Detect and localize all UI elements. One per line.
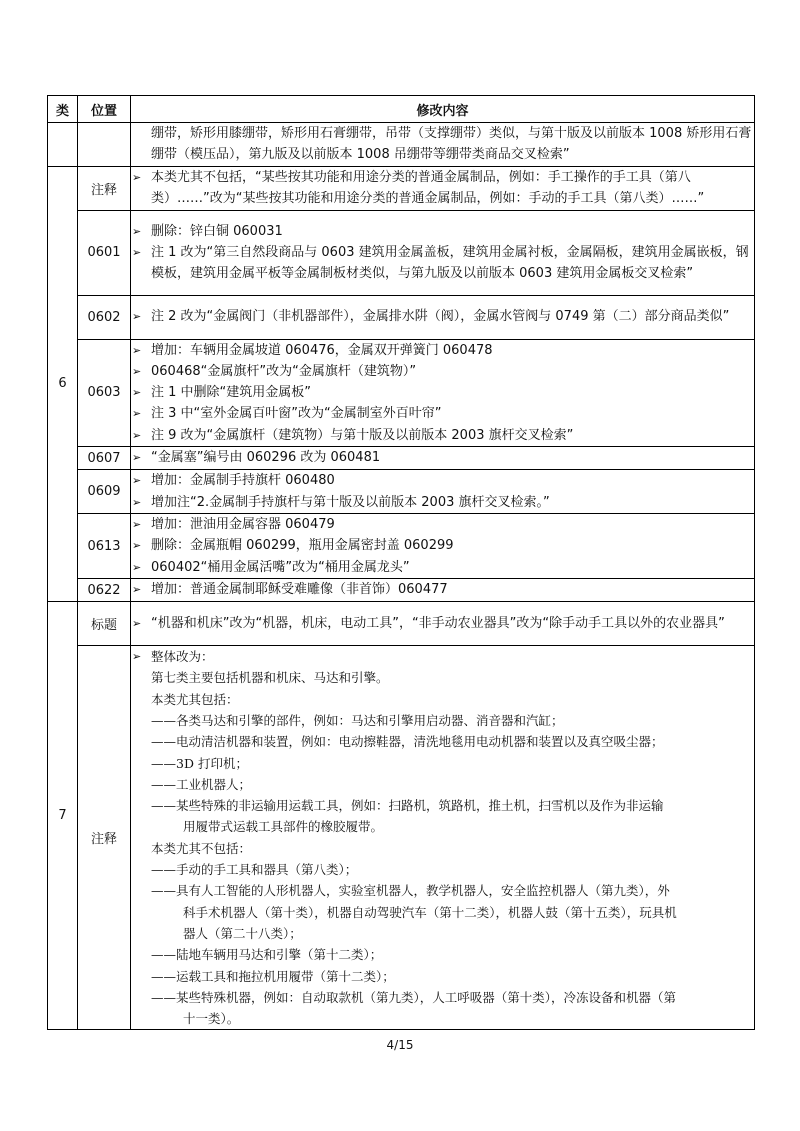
header-class: 类 (48, 96, 78, 123)
note-line: 器人（第二十八类）； (183, 925, 302, 941)
arrow-bullet-icon: ➢ (132, 616, 142, 630)
note-line: ——手动的手工具和器具（第八类）； (151, 862, 358, 878)
list-item: ➢ “机器和机床”改为“机器，机床，电动工具”，“非手动农业器具”改为“除手动手工具以外的农业器具” (131, 613, 754, 634)
note-line: ——某些特殊机器，例如：自动取款机（第九类），人工呼吸器（第十类），冷冻设备和机器（第 (151, 989, 677, 1005)
table-row (48, 579, 755, 602)
table-row (48, 166, 755, 210)
note-line: 本类尤其包括： (151, 691, 239, 707)
list-item: ➢ 整体改为： (131, 646, 754, 667)
position-cell: 0602 (78, 295, 131, 339)
note-line: ——某些特殊的非运输用运载工具，例如：扫路机，筑路机，推土机，扫雪机以及作为非运输 (151, 798, 664, 814)
arrow-bullet-icon: ➢ (132, 386, 142, 400)
table-row (48, 514, 755, 579)
position-cell: 标题 (78, 602, 131, 646)
note-line: 本类尤其不包括： (151, 840, 252, 856)
revision-table (47, 95, 755, 1030)
note-line: 科手术机器人（第十类），机器自动驾驶汽车（第十二类），机器人鼓（第十五类），玩具机 (183, 904, 677, 920)
position-cell: 0603 (78, 339, 131, 446)
note-line: ——运载工具和拖拉机用履带（第十二类）； (151, 968, 395, 984)
list-item: ➢ 删除：金属瓶帽 060299，瓶用金属密封盖 060299 (131, 535, 754, 556)
list-item: ➢ 注 1 中删除“建筑用金属板” (131, 382, 754, 403)
page-number: 4/15 (386, 1038, 414, 1052)
arrow-bullet-icon: ➢ (132, 364, 142, 378)
note-line: ——3D 打印机； (151, 755, 248, 771)
list-item: ➢ 注 2 改为“金属阀门（非机器部件），金属排水阱（阀），金属水管阀与 0749 第（二）部分商品类似” (131, 306, 754, 327)
class-number: 7 (48, 602, 78, 1030)
table-row (48, 339, 755, 446)
position-cell: 0622 (78, 579, 131, 602)
arrow-bullet-icon: ➢ (132, 583, 142, 597)
list-item: ➢ 增加：泄油用金属容器 060479 (131, 514, 754, 535)
table-row (48, 470, 755, 514)
arrow-bullet-icon: ➢ (132, 407, 142, 421)
arrow-bullet-icon: ➢ (132, 343, 142, 357)
list-item: ➢ 060468“金属旗杆”改为“金属旗杆（建筑物）” (131, 361, 754, 382)
arrow-bullet-icon: ➢ (132, 518, 142, 532)
position-cell: 注释 (78, 646, 131, 1030)
class-number: 6 (48, 166, 78, 601)
list-item: ➢ 注 9 改为“金属旗杆（建筑物）与第十版及以前版本 2003 旗杆交叉检索” (131, 425, 754, 446)
note-line: 用履带式运载工具部件的橡胶履带。 (183, 819, 384, 835)
arrow-bullet-icon: ➢ (132, 170, 142, 184)
arrow-bullet-icon: ➢ (132, 451, 142, 465)
class7-notes (131, 646, 755, 1030)
arrow-bullet-icon: ➢ (132, 560, 142, 574)
note-line: 十一类）。 (183, 1011, 240, 1027)
position-cell: 注释 (78, 166, 131, 210)
note-line: ——电动清洁机器和装置，例如：电动擦鞋器，清洗地毯用电动机器和装置以及真空吸尘器； (151, 734, 664, 750)
note-line: ——工业机器人； (151, 776, 252, 792)
list-item: ➢ 本类尤其不包括，“某些按其功能和用途分类的普通金属制品，例如：手工操作的手工具（第八类）……”改为“某些按其功能和用途分类的普通金属制品，例如：手动的手工具（第八类）……” (131, 167, 754, 210)
note-line: ——具有人工智能的人形机器人，实验室机器人，教学机器人，安全监控机器人（第九类），外 (151, 883, 670, 899)
position-cell: 0607 (78, 447, 131, 470)
list-item: ➢ 注 1 改为“第三自然段商品与 0603 建筑用金属盖板，建筑用金属衬板，金属隔板，建筑用金属嵌板，钢模板，建筑用金属平板等金属制板材类似，与第九版及以前版本 0603 建筑用金属板交叉检索” (131, 242, 754, 285)
position-cell: 0601 (78, 210, 131, 295)
table-row (48, 295, 755, 339)
table-row (48, 210, 755, 295)
position-cell: 0613 (78, 514, 131, 579)
note-line: ——各类马达和引擎的部件，例如：马达和引擎用启动器、消音器和汽缸； (151, 712, 564, 728)
header-content: 修改内容 (131, 96, 755, 123)
arrow-bullet-icon: ➢ (132, 224, 142, 238)
table-header-row (48, 96, 755, 123)
arrow-bullet-icon: ➢ (132, 495, 142, 509)
list-item: ➢ 注 3 中“室外金属百叶窗”改为“金属制室外百叶帘” (131, 403, 754, 424)
arrow-bullet-icon: ➢ (132, 245, 142, 259)
header-position: 位置 (78, 96, 131, 123)
note-line: 第七类主要包括机器和机床、马达和引擎。 (151, 670, 389, 686)
list-item: ➢ 增加注“2.金属制手持旗杆与第十版及以前版本 2003 旗杆交叉检索。” (131, 492, 754, 513)
position-cell: 0609 (78, 470, 131, 514)
table-row (48, 123, 755, 167)
table-row (48, 646, 755, 1030)
arrow-bullet-icon: ➢ (132, 428, 142, 442)
continuation-text: 绷带，矫形用膝绷带，矫形用石膏绷带，吊带（支撑绷带）类似，与第十版及以前版本 1008 矫形用石膏绷带（模压品），第九版及以前版本 1008 吊绷带等绷带类商品交叉检索” (151, 126, 752, 163)
arrow-bullet-icon: ➢ (132, 474, 142, 488)
list-item: ➢ 增加：普通金属制耶稣受难雕像（非首饰）060477 (131, 579, 754, 600)
list-item: ➢ 删除：锌白铜 060031 (131, 221, 754, 242)
list-item: ➢ 增加：车辆用金属坡道 060476，金属双开弹簧门 060478 (131, 340, 754, 361)
arrow-bullet-icon: ➢ (132, 650, 142, 664)
note-line: ——陆地车辆用马达和引擎（第十二类）； (151, 947, 383, 963)
list-item: ➢ 060402“桶用金属活嘴”改为“桶用金属龙头” (131, 557, 754, 578)
arrow-bullet-icon: ➢ (132, 539, 142, 553)
arrow-bullet-icon: ➢ (132, 310, 142, 324)
table-row (48, 602, 755, 646)
table-row (48, 447, 755, 470)
list-item: ➢ 增加：金属制手持旗杆 060480 (131, 470, 754, 491)
list-item: ➢ “金属塞”编号由 060296 改为 060481 (131, 447, 754, 468)
